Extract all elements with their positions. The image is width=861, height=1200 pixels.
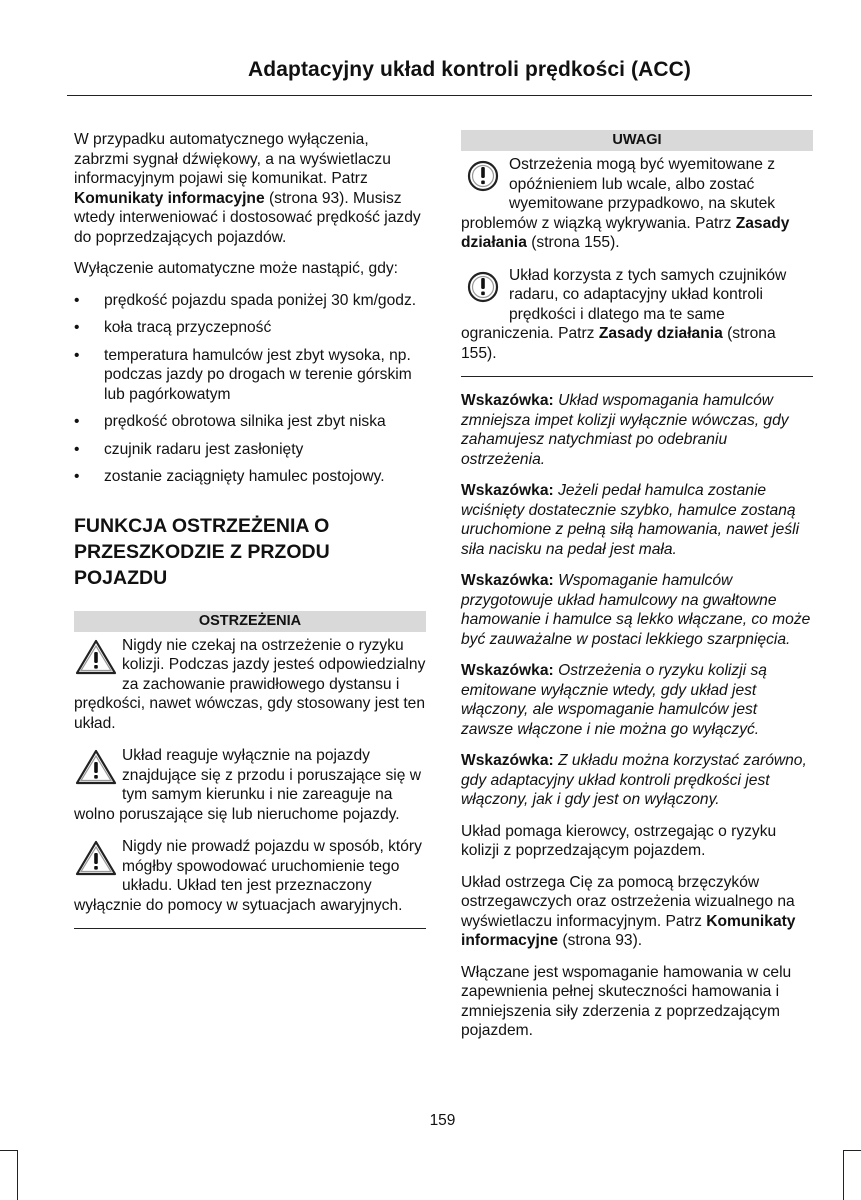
conditions-list: [74, 291, 426, 487]
warnings-box-title: OSTRZEŻENIA: [74, 611, 426, 632]
tip-paragraph: Wskazówka: Z układu można korzystać zarówno, gdy adaptacyjny układ kontroli prędkości jest włączony, jak i gdy jest on wyłączony.: [461, 752, 807, 808]
list-item: • czujnik radaru jest zasłonięty: [74, 440, 426, 460]
info-messages-ref: Komunikaty informacyjne: [461, 912, 796, 949]
warning-triangle-icon: [74, 638, 118, 676]
tip-paragraph: Wskazówka: Jeżeli pedał hamulca zostanie wciśnięty dostatecznie szybko, hamulce zostaną uruchomione z pełną siłą hamowania, nawet jeśli siła nacisku na pedał jest mała.: [461, 482, 800, 558]
crop-mark: [844, 1150, 861, 1151]
left-column: [74, 130, 426, 943]
warnings-box-end-rule: [74, 928, 426, 929]
auto-off-paragraph: W przypadku automatycznego wyłączenia, zabrzmi sygnał dźwiękowy, a na wyświetlaczu informacyjnym pojawi się komunikat. Patrz Komunikaty informacyjne (strona 93). Musisz wtedy interweniować i dostosować prędkość jazdy do poprzedzających pojazdów.: [74, 131, 421, 246]
section-heading: FUNKCJA OSTRZEŻENIA O PRZESZKODZIE Z PRZODU POJAZDU: [74, 514, 330, 589]
right-column: [461, 130, 813, 1053]
info-circle-icon: [461, 268, 505, 306]
note-item: Układ korzysta z tych samych czujników radaru, co adaptacyjny układ kontroli prędkości i dlatego ma te same ograniczenia. Patrz Zasady działania (strona 155).: [461, 266, 787, 362]
crop-mark: [0, 1150, 17, 1151]
page-number: 159: [429, 1112, 456, 1129]
operating-principles-ref: Zasady działania: [598, 325, 723, 342]
crop-mark: [17, 1150, 18, 1200]
list-item: • prędkość obrotowa silnika jest zbyt niska: [74, 412, 426, 432]
warning-item: Nigdy nie prowadź pojazdu w sposób, który mógłby spowodować uruchomienie tego układu. Układ ten jest przeznaczony wyłącznie do pomocy w sytuacjach awaryjnych.: [74, 838, 422, 914]
warning-triangle-icon: [74, 748, 118, 786]
body-paragraph: Układ ostrzega Cię za pomocą brzęczyków ostrzegawczych oraz ostrzeżenia wizualnego na wyświetlaczu informacyjnym. Patrz Komunikaty informacyjne (strona 93).: [461, 873, 796, 949]
operating-principles-ref: Zasady działania: [461, 214, 790, 251]
note-item: Ostrzeżenia mogą być wyemitowane z opóźnieniem lub wcale, albo zostać wyemitowane przypadkowo, na skutek problemów z wiązką wykrywania. Patrz Zasady działania (strona 155).: [461, 156, 790, 251]
notes-box-end-rule: [461, 376, 813, 377]
tip-paragraph: Wskazówka: Ostrzeżenia o ryzyku kolizji są emitowane wyłącznie wtedy, gdy układ jest włączony, ale wspomaganie hamulców jest zawsze włączone i nie można go wyłączyć.: [461, 662, 767, 738]
list-item: • koła tracą przyczepność: [74, 318, 426, 338]
list-item: • prędkość pojazdu spada poniżej 30 km/godz.: [74, 291, 426, 311]
list-item: • zostanie zaciągnięty hamulec postojowy.: [74, 467, 426, 487]
tip-paragraph: Wskazówka: Wspomaganie hamulców przygotowuje układ hamulcowy na gwałtowne hamowanie i hamulce są lekko włączane, co może być zauważalne w postaci lekkiego szarpnięcia.: [461, 572, 811, 648]
info-circle-icon: [461, 157, 505, 195]
body-paragraph: Włączane jest wspomaganie hamowania w celu zapewnienia pełnej skuteczności hamowania i zmniejszenia siły zderzenia z poprzedzającym pojazdem.: [461, 963, 792, 1039]
warning-item: Układ reaguje wyłącznie na pojazdy znajdujące się z przodu i poruszające się w tym samym kierunku i nie zareaguje na wolno poruszające się lub nieruchome pojazdy.: [74, 747, 422, 823]
notes-box-title: UWAGI: [461, 130, 813, 151]
page-title: Adaptacyjny układ kontroli prędkości (ACC): [248, 58, 691, 81]
title-rule: [67, 95, 812, 96]
list-item: • temperatura hamulców jest zbyt wysoka, np. podczas jazdy po drogach w terenie górskim lub pagórkowatym: [74, 346, 426, 405]
warning-triangle-icon: [74, 839, 118, 877]
auto-off-conditions-intro: Wyłączenie automatyczne może nastąpić, gdy:: [74, 260, 399, 277]
info-messages-ref: Komunikaty informacyjne: [74, 189, 265, 207]
tip-paragraph: Wskazówka: Układ wspomagania hamulców zmniejsza impet kolizji wyłącznie wówczas, gdy zahamujesz natychmiast po odebraniu ostrzeżenia.: [461, 392, 789, 468]
body-paragraph: Układ pomaga kierowcy, ostrzegając o ryzyku kolizji z poprzedzającym pojazdem.: [461, 822, 777, 859]
crop-mark: [843, 1150, 844, 1200]
warning-item: Nigdy nie czekaj na ostrzeżenie o ryzyku kolizji. Podczas jazdy jesteś odpowiedzialny za zachowanie prawidłowego dystansu i prędkości, nawet wówczas, gdy stosowany jest ten układ.: [74, 636, 426, 732]
